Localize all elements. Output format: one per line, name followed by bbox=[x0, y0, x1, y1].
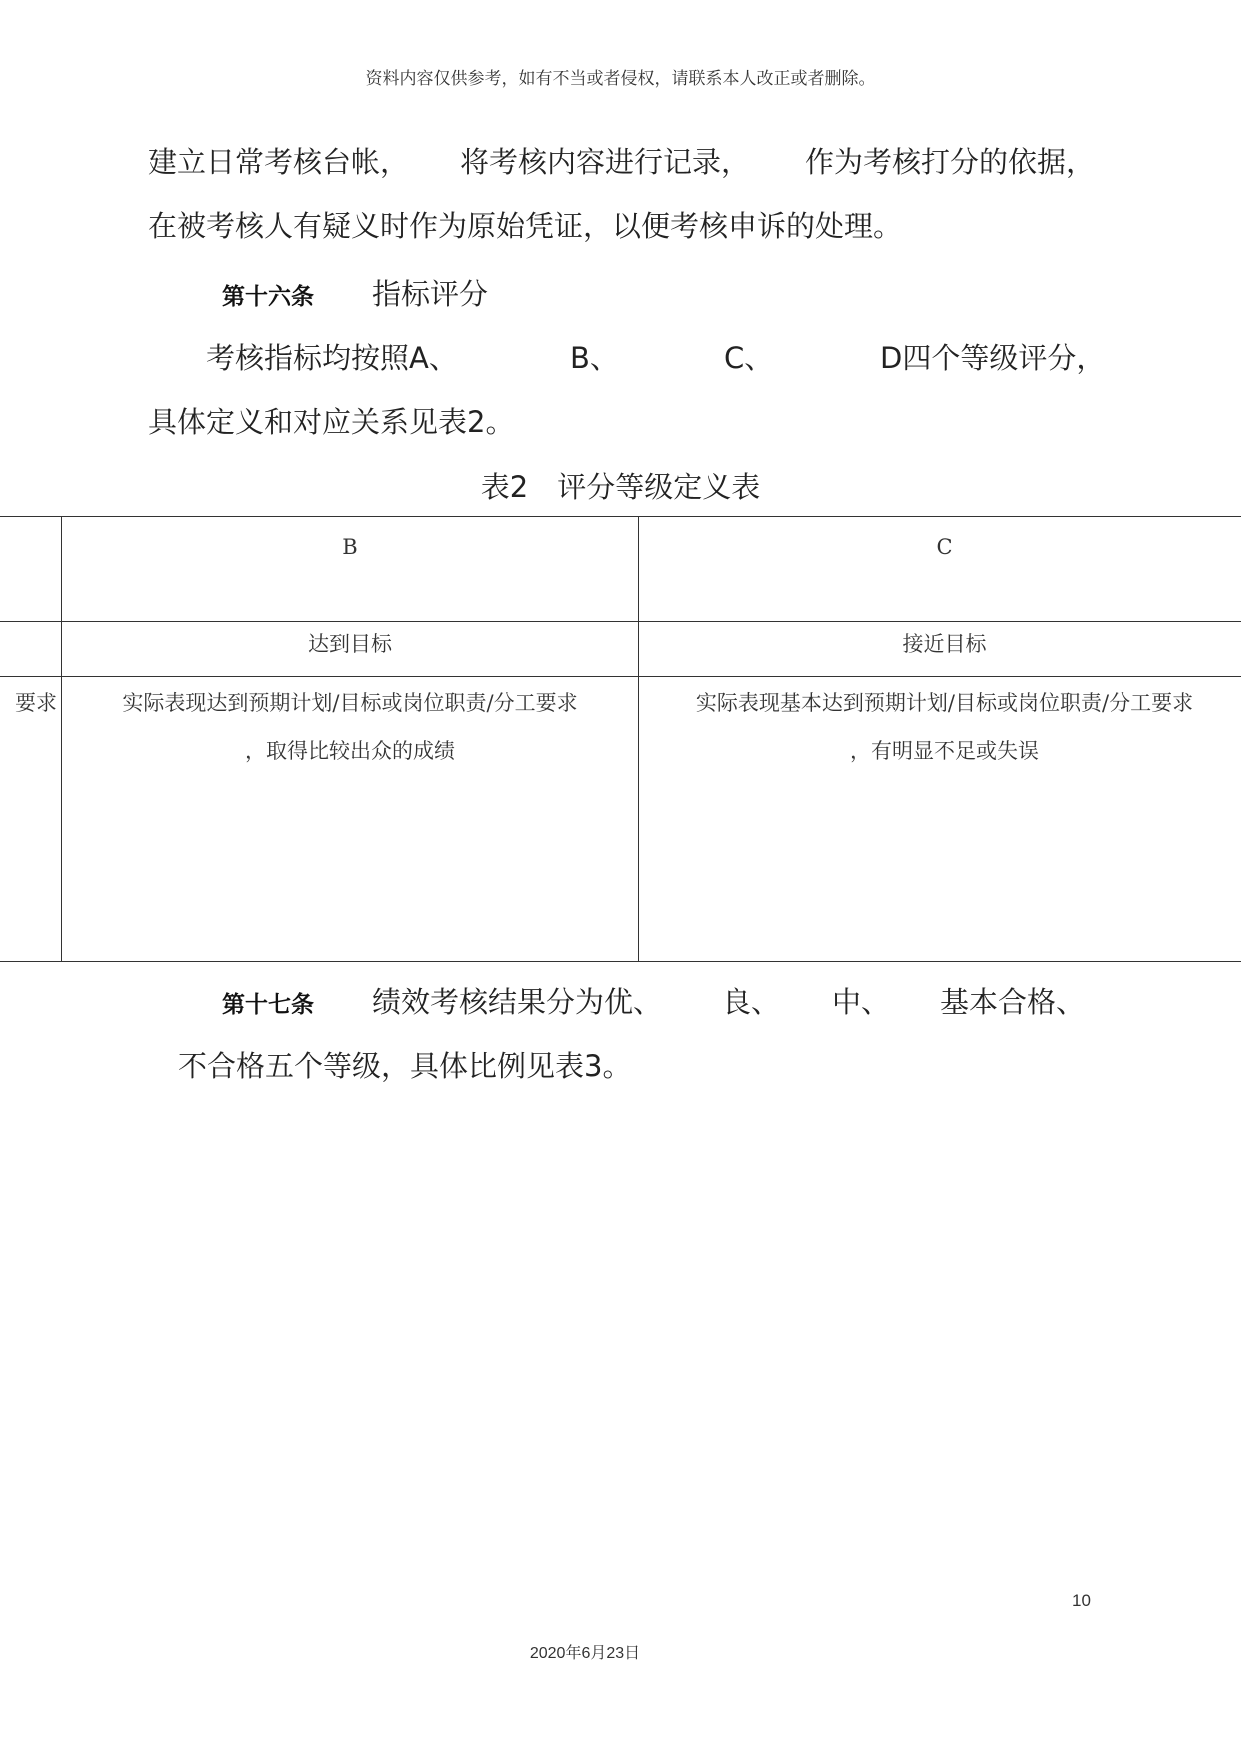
table-row-labels bbox=[0, 622, 1241, 677]
desc-cell-b bbox=[62, 677, 639, 962]
desc-b-line-1: 实际表现达到预期计划/目标或岗位职责/分工要求 bbox=[122, 691, 578, 715]
label-cell-b: 达到目标 bbox=[62, 622, 639, 677]
grading-line-seg-1: 考核指标均按照A、 bbox=[206, 341, 458, 375]
grading-line-seg-4: D四个等级评分， bbox=[880, 341, 1106, 375]
footer-date: 2020年6月23日 bbox=[529, 1645, 641, 1662]
body-line-1-seg-3: 作为考核打分的依据， bbox=[805, 145, 1096, 179]
desc-cell-a bbox=[0, 677, 62, 962]
grade-cell-a bbox=[0, 517, 62, 622]
article-17-seg-1: 绩效考核结果分为优、 bbox=[372, 985, 663, 1019]
table-row-grades bbox=[0, 517, 1241, 622]
grade-cell-c: C bbox=[639, 517, 1241, 622]
grade-definition-table bbox=[0, 516, 1241, 962]
article-16-title: 指标评分 bbox=[372, 277, 489, 311]
table-row-descriptions bbox=[0, 677, 1241, 962]
body-line-1-seg-1: 建立日常考核台帐， bbox=[148, 145, 410, 179]
body-line-2: 在被考核人有疑义时作为原始凭证，以便考核申诉的处理。 bbox=[148, 209, 903, 243]
desc-c-line-2: ，有明显不足或失误 bbox=[850, 739, 1039, 763]
desc-b-line-2: ，取得比较出众的成绩 bbox=[245, 739, 455, 763]
desc-a-fragment: 要求 bbox=[15, 691, 57, 715]
desc-c-line-1: 实际表现基本达到预期计划/目标或岗位职责/分工要求 bbox=[695, 691, 1194, 715]
article-17-number: 第十七条 bbox=[222, 991, 314, 1018]
disclaimer-header: 资料内容仅供参考，如有不当或者侵权，请联系本人改正或者删除。 bbox=[365, 69, 876, 89]
article-16-number: 第十六条 bbox=[222, 283, 314, 310]
label-cell-a bbox=[0, 622, 62, 677]
article-17-seg-2: 良、 bbox=[722, 985, 781, 1019]
article-17-line-2: 不合格五个等级，具体比例见表3。 bbox=[178, 1049, 632, 1083]
label-cell-c: 接近目标 bbox=[639, 622, 1241, 677]
grade-cell-b: B bbox=[62, 517, 639, 622]
article-17-seg-4: 基本合格、 bbox=[940, 985, 1086, 1019]
table-caption: 表2 评分等级定义表 bbox=[480, 470, 761, 504]
body-line-1-seg-2: 将考核内容进行记录， bbox=[460, 145, 751, 179]
page-number: 10 bbox=[1072, 1591, 1091, 1610]
desc-cell-c bbox=[639, 677, 1241, 962]
grading-line-seg-2: B、 bbox=[570, 341, 619, 375]
grading-line-seg-3: C、 bbox=[724, 341, 774, 375]
table-reference-line: 具体定义和对应关系见表2。 bbox=[148, 405, 515, 439]
article-17-seg-3: 中、 bbox=[832, 985, 891, 1019]
